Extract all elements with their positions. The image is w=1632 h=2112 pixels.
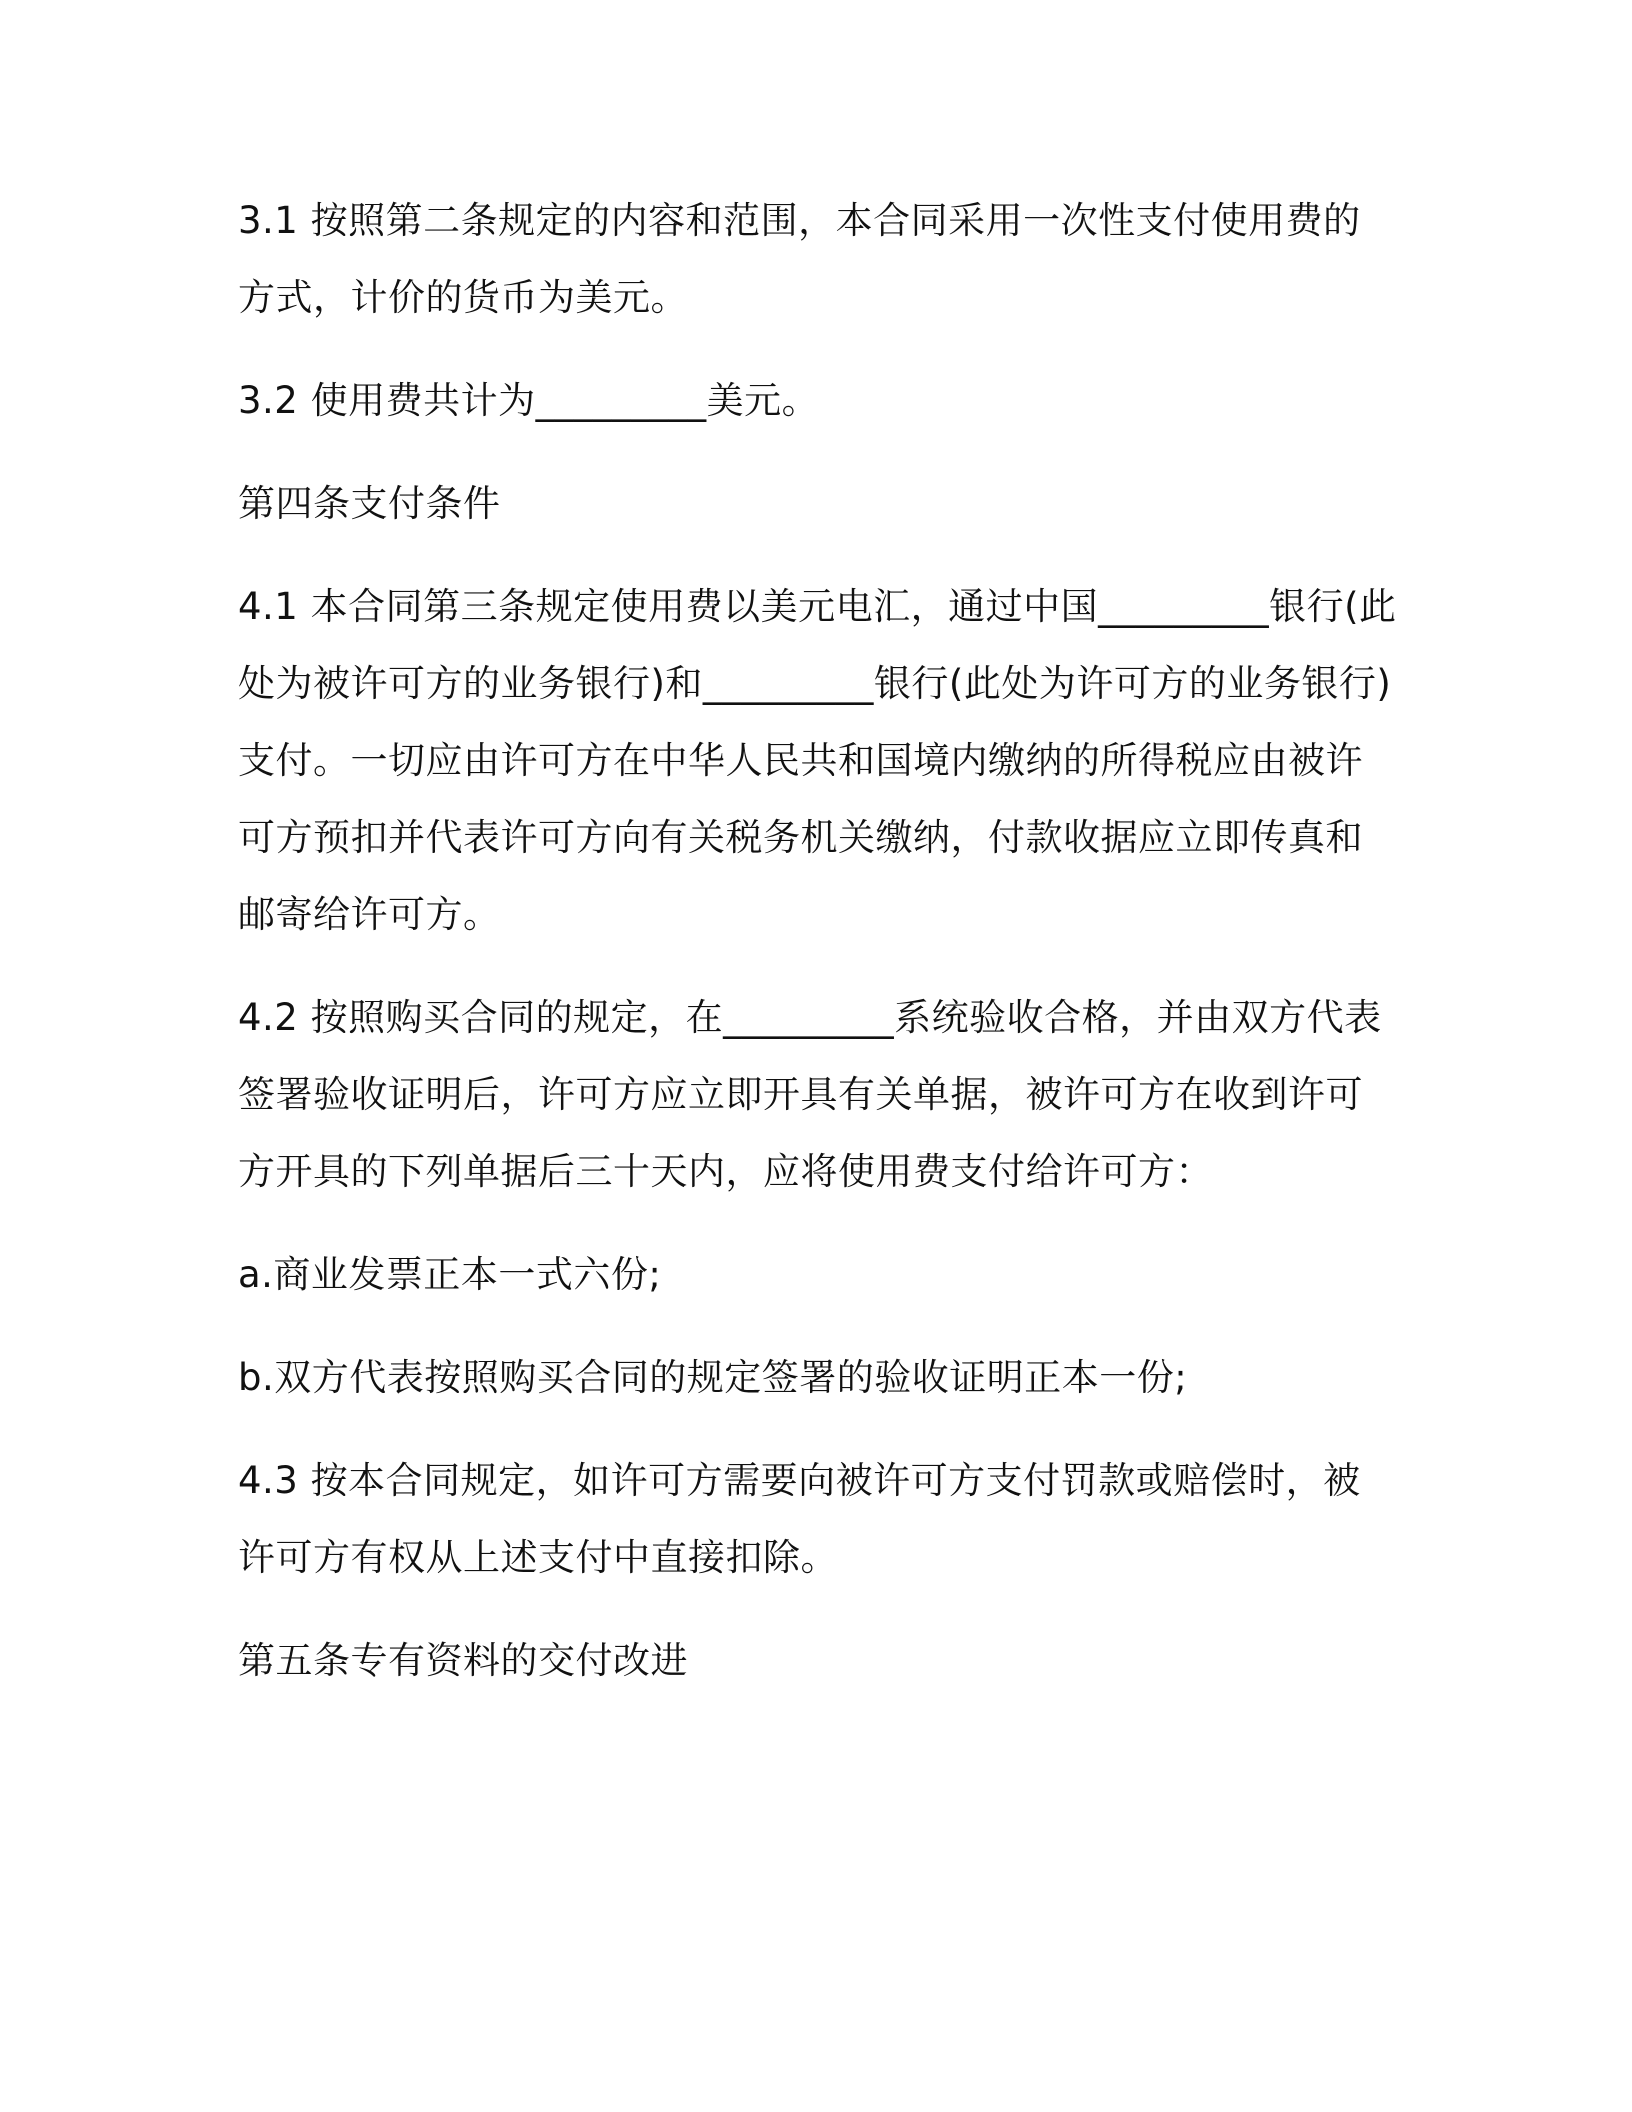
clause-4-2: 4.2 按照购买合同的规定，在_________系统验收合格，并由双方代表签署验收证明后，许可方应立即开具有关单据，被许可方在收到许可方开具的下列单据后三十天内，应将使用费支付给许可方： — [238, 996, 1382, 1193]
clause-4-1: 4.1 本合同第三条规定使用费以美元电汇，通过中国_________银行(此处为被许可方的业务银行)和_________银行(此处为许可方的业务银行)支付。一切应由许可方在中华人民共和国境内缴纳的所得税应由被许可方预扣并代表许可方向有关税务机关缴纳，付款收据应立即传真和邮寄给许可方。 — [238, 585, 1397, 936]
document-page — [238, 182, 1398, 1725]
article-4-heading: 第四条支付条件 — [238, 482, 501, 525]
article-5-heading: 第五条专有资料的交付改进 — [238, 1639, 688, 1682]
clause-3-1: 3.1 按照第二条规定的内容和范围，本合同采用一次性支付使用费的方式，计价的货币为美元。 — [238, 199, 1361, 319]
clause-4-3: 4.3 按本合同规定，如许可方需要向被许可方支付罚款或赔偿时，被许可方有权从上述支付中直接扣除。 — [238, 1459, 1361, 1579]
item-b: b.双方代表按照购买合同的规定签署的验收证明正本一份; — [238, 1356, 1188, 1399]
item-a: a.商业发票正本一式六份; — [238, 1253, 662, 1296]
clause-3-2: 3.2 使用费共计为_________美元。 — [238, 379, 820, 422]
